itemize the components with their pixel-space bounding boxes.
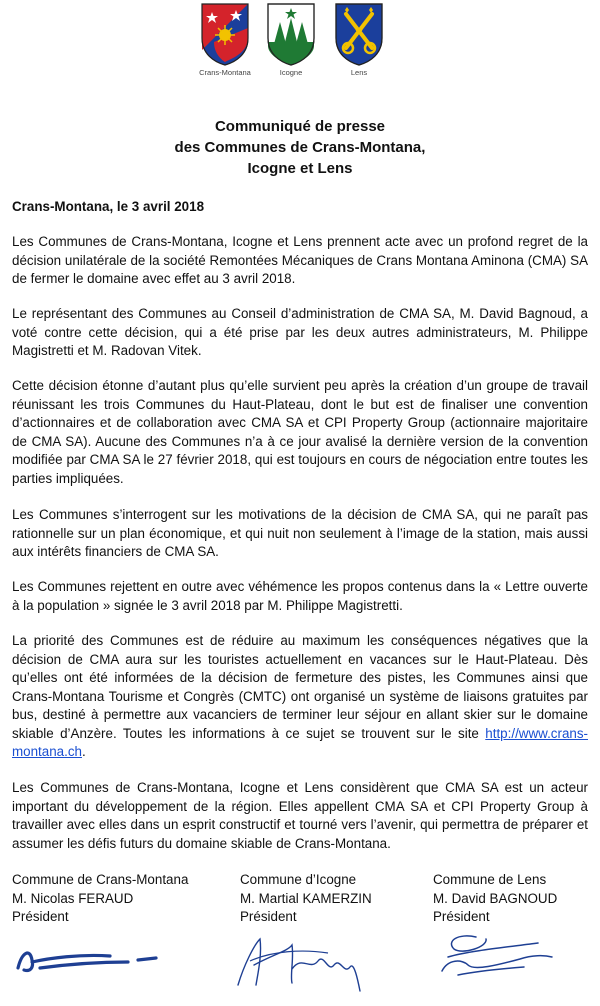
signatory-commune: Commune de Lens bbox=[433, 872, 547, 887]
crest-label: Lens bbox=[350, 68, 368, 77]
title-line-1: Communiqué de presse bbox=[214, 118, 386, 135]
press-release-title bbox=[0, 116, 600, 179]
crest-label: Icogne bbox=[279, 68, 303, 77]
title-line-2: des Communes de Crans-Montana, bbox=[174, 139, 426, 156]
crans-montana-website-link[interactable]: http://www.crans-montana.ch bbox=[12, 725, 588, 759]
signature-kamerzin bbox=[232, 925, 382, 995]
signatory-lens bbox=[433, 871, 557, 927]
signatory-icogne bbox=[240, 871, 372, 927]
icogne-crest-icon bbox=[266, 2, 316, 66]
crest-label: Crans-Montana bbox=[199, 68, 251, 77]
paragraph-6-end: . bbox=[81, 744, 86, 759]
paragraph-6-text: La priorité des Communes est de réduire au maximum les conséquences négatives que la décision de CMA aura sur les touristes actuellement en vacances sur le Haut-Plateau. Dès qu’elles ont été informées de la décision de fermeture des pistes, les Communes ainsi que Crans-Montana Tourisme et Congrès (CMTC) ont organisé un système de liaisons gratuites par bus, destiné à permettre aux vacanciers de terminer leur séjour en allant skier sur le domaine skiable d’Anzère. Toutes les informations à ce sujet se trouvent sur le site bbox=[12, 633, 588, 741]
signature-bagnoud bbox=[428, 925, 558, 985]
signatory-role: Président bbox=[433, 909, 490, 924]
signature-feraud bbox=[10, 930, 170, 980]
signatory-name: M. David BAGNOUD bbox=[433, 890, 558, 906]
crest-lens bbox=[332, 2, 386, 77]
crans-montana-crest-icon bbox=[200, 2, 250, 66]
signatory-role: Président bbox=[240, 909, 297, 924]
dateline: Crans-Montana, le 3 avril 2018 bbox=[12, 199, 205, 214]
title-line-3: Icogne et Lens bbox=[247, 160, 353, 177]
lens-crest-icon bbox=[334, 2, 384, 66]
paragraph-7: Les Communes de Crans-Montana, Icogne et Lens considèrent que CMA SA est un acteur important du développement de la région. Elles appellent CMA SA et CPI Property Group à travailler avec elles dans un esprit constructif et tourné vers l’avenir, qui permettra de préparer et assumer les défis futurs du domaine skiable de Crans-Montana. bbox=[12, 780, 588, 851]
paragraph-2: Le représentant des Communes au Conseil d’administration de CMA SA, M. David Bagnoud, a voté contre cette décision, qui a été prise par les deux autres administrateurs, M. Philippe Magistretti et M. Radovan Vitek. bbox=[12, 306, 588, 358]
signatory-name: M. Nicolas FERAUD bbox=[12, 890, 134, 906]
paragraph-5: Les Communes rejettent en outre avec véhémence les propos contenus dans la « Lettre ouverte à la population » signée le 3 avril 2018 par M. Philippe Magistretti. bbox=[12, 579, 588, 613]
crest-crans-montana bbox=[198, 2, 252, 77]
paragraph-4: Les Communes s’interrogent sur les motivations de la décision de CMA SA, qui ne paraît pas rationnelle sur un plan économique, et qui nuit non seulement à l’image de la station, mais aussi aux intérêts financiers de CMA SA. bbox=[12, 507, 588, 559]
signatory-commune: Commune d’Icogne bbox=[240, 872, 357, 887]
paragraph-3: Cette décision étonne d’autant plus qu’elle survient peu après la création d’un groupe de travail réunissant les trois Communes du Haut-Plateau, dont le but est de finaliser une convention d’actionnaires et de collaboration avec CMA SA et CPI Property Group (actionnaire majoritaire de CMA SA). Aucune des Communes n’a à ce jour avalisé la dernière version de la convention modifiée par CMA SA le 27 février 2018, qui est toujours en cours de négociation entre toutes les parties impliquées. bbox=[12, 378, 588, 486]
signatory-crans-montana bbox=[12, 871, 188, 927]
paragraph-6 bbox=[12, 632, 588, 762]
crest-icogne bbox=[264, 2, 318, 77]
signatory-commune: Commune de Crans-Montana bbox=[12, 872, 189, 887]
signatory-name: M. Martial KAMERZIN bbox=[240, 890, 372, 906]
crests-header bbox=[0, 0, 600, 92]
signatory-role: Président bbox=[12, 909, 69, 924]
paragraph-1: Les Communes de Crans-Montana, Icogne et Lens prennent acte avec un profond regret de la décision unilatérale de la société Remontées Mécaniques de Crans Montana Aminona (CMA) SA de fermer le domaine avec effet au 3 avril 2018. bbox=[12, 234, 588, 286]
